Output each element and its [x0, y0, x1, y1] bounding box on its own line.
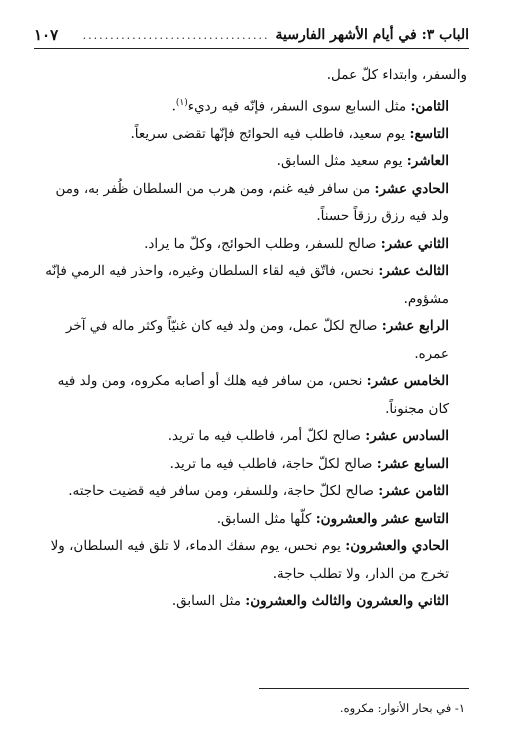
- paragraph-day-14: الرابع عشر: صالح لكلّ عمل، ومن ولد فيه كان غنيّاً وكثر ماله في آخر عمره.: [65, 318, 449, 362]
- paragraph-day-13: الثالث عشر: نحس، فاتّق فيه لقاء السلطان وغيره، واحذر فيه الرمي فإنّه مشؤوم.: [45, 263, 449, 307]
- paragraph-day-19-20: التاسع عشر والعشرون: كلّها مثل السابق.: [216, 510, 449, 527]
- paragraph-day-10: العاشر: يوم سعيد مثل السابق.: [276, 153, 449, 169]
- footnote: ١- في بحار الأنوار: مكروه.: [339, 701, 465, 715]
- paragraph-day-15: الخامس عشر: نحس، من سافر فيه هلك أو أصابه مكروه، ومن ولد فيه كان مجنوناً.: [57, 373, 449, 417]
- running-header: [34, 22, 469, 49]
- chapter-title: الباب ٣: في أيام الأشهر الفارسية: [275, 27, 469, 43]
- paragraph-continuation: والسفر، وابتداء كلّ عمل.: [326, 67, 467, 83]
- paragraph-day-11: الحادي عشر: من سافر فيه غنم، ومن هرب من السلطان ظُفر به، ومن ولد فيه رزق رزقاً حسناً.: [55, 180, 449, 224]
- paragraph-day-21: الحادي والعشرون: يوم نحس، يوم سفك الدماء، لا تلق فيه السلطان، ولا تخرج من الدار، ولا تطلب حاجة.: [50, 538, 449, 582]
- paragraph-day-8: الثامن: مثل السابع سوى السفر، فإنّه فيه رديء$^{(١)}$.: [171, 97, 449, 114]
- paragraph-day-9: التاسع: يوم سعيد، فاطلب فيه الحوائج فإنّها تقضى سريعاً.: [130, 125, 449, 142]
- paragraph-day-12: الثاني عشر: صالح للسفر، وطلب الحوائج، وكلّ ما يراد.: [144, 235, 449, 252]
- footnote-divider: [259, 688, 469, 689]
- header-leader-dots: ..................................: [82, 28, 270, 42]
- footnote-marker: (١): [175, 97, 188, 108]
- page-number: ١٠٧: [34, 26, 59, 44]
- paragraph-day-17: السابع عشر: صالح لكلّ حاجة، فاطلب فيه ما تريد.: [169, 455, 449, 472]
- paragraph-day-18: الثامن عشر: صالح لكلّ حاجة، وللسفر، ومن سافر فيه قضيت حاجته.: [68, 483, 449, 499]
- paragraph-day-16: السادس عشر: صالح لكلّ أمر، فاطلب فيه ما تريد.: [167, 428, 449, 444]
- paragraph-day-22-23: الثاني والعشرون والثالث والعشرون: مثل السابق.: [171, 593, 449, 609]
- body-text: [34, 62, 467, 616]
